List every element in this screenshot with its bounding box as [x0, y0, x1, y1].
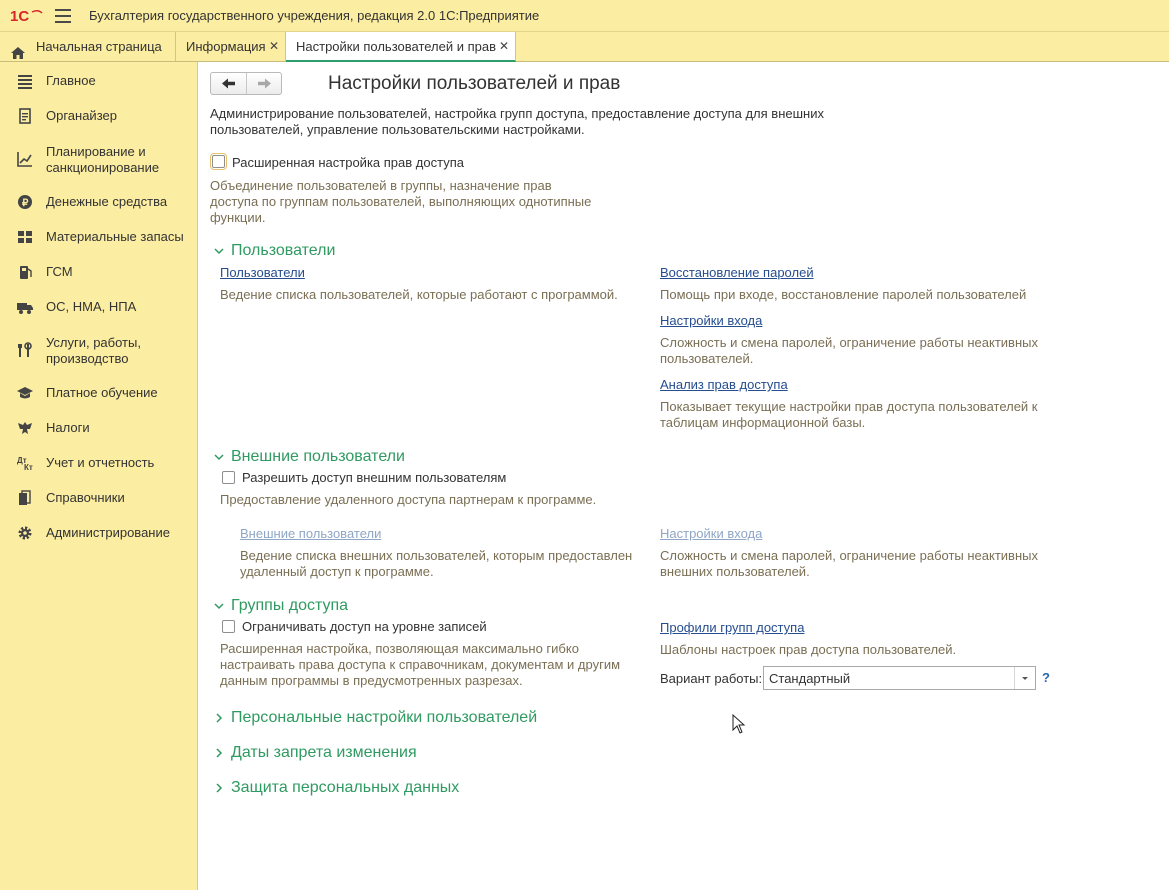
dropdown-button[interactable] — [1014, 667, 1035, 689]
extended-access-checkbox[interactable] — [212, 155, 225, 168]
sidebar-item-cash[interactable] — [0, 194, 197, 210]
password-recovery-link[interactable]: Восстановление паролей — [660, 265, 814, 280]
sidebar-item-label: ГСМ — [46, 264, 73, 279]
debit-credit-icon — [17, 455, 33, 471]
chevron-down-icon[interactable] — [214, 452, 224, 462]
sidebar-item-label: Справочники — [46, 490, 125, 505]
arrow-right-icon — [247, 73, 282, 94]
section-personal-settings-title[interactable]: Персональные настройки пользователей — [231, 709, 538, 726]
list-icon — [17, 73, 33, 89]
section-access-groups-title[interactable]: Группы доступа — [231, 597, 349, 614]
main-menu-icon[interactable] — [55, 9, 71, 23]
tab-home-label: Начальная страница — [36, 39, 162, 54]
tab-bar — [0, 32, 1169, 62]
sidebar-item-main[interactable] — [0, 73, 197, 89]
work-mode-select[interactable] — [763, 666, 1036, 690]
section-personal-data-protection-title[interactable]: Защита персональных данных — [231, 779, 460, 796]
fuel-icon — [17, 264, 33, 280]
mouse-cursor-icon — [732, 714, 746, 734]
svg-text:Дт: Дт — [17, 456, 27, 465]
restrict-records-label[interactable]: Ограничивать доступ на уровне записей — [242, 619, 487, 634]
external-login-settings-link[interactable]: Настройки входа — [660, 526, 763, 541]
sidebar-item-fuel[interactable] — [0, 264, 197, 280]
chevron-right-icon[interactable] — [214, 713, 224, 723]
external-users-link[interactable]: Внешние пользователи — [240, 526, 382, 541]
graduation-cap-icon — [17, 385, 33, 401]
chevron-down-icon[interactable] — [214, 246, 224, 256]
allow-external-checkbox[interactable] — [222, 471, 235, 484]
sidebar-item-inventory[interactable] — [0, 229, 197, 245]
sidebar-item-services[interactable] — [0, 334, 197, 368]
books-icon — [17, 490, 33, 506]
title-bar — [0, 0, 1169, 32]
sidebar-item-label: Услуги, работы, производство — [46, 335, 141, 366]
sidebar-item-label: Органайзер — [46, 108, 117, 123]
chevron-down-icon — [1015, 667, 1035, 689]
chart-icon — [17, 151, 33, 167]
sidebar-item-administration[interactable] — [0, 525, 197, 541]
tools-icon — [17, 342, 33, 358]
truck-icon — [17, 299, 33, 315]
sidebar-item-label: Планирование и санкционирование — [46, 144, 160, 175]
sidebar-item-label: Налоги — [46, 420, 90, 435]
extended-access-label[interactable]: Расширенная настройка прав доступа — [232, 155, 464, 170]
sidebar-item-references[interactable] — [0, 490, 197, 506]
sidebar-item-fixed-assets[interactable] — [0, 299, 197, 315]
forward-button[interactable] — [247, 73, 282, 94]
external-login-settings-description: Сложность и смена паролей, ограничение работы неактивных внешних пользователей. — [660, 548, 1038, 579]
svg-text:₽: ₽ — [22, 198, 29, 209]
coin-icon — [17, 194, 33, 210]
page-title: Настройки пользователей и прав — [328, 73, 621, 94]
sidebar-item-accounting[interactable] — [0, 455, 197, 471]
sidebar-item-label: Платное обучение — [46, 385, 158, 400]
app-title: Бухгалтерия государственного учреждения, редакция 2.0 1С:Предприятие — [89, 8, 540, 23]
arrow-left-icon — [211, 73, 246, 94]
password-recovery-description: Помощь при входе, восстановление паролей пользователей — [660, 287, 1027, 302]
section-users-title[interactable]: Пользователи — [231, 242, 336, 259]
sidebar-item-label: Учет и отчетность — [46, 455, 155, 470]
external-users-description: Ведение списка внешних пользователей, которым предоставлен удаленный доступ к программе. — [240, 548, 633, 579]
rights-analysis-description: Показывает текущие настройки прав доступа пользователей к таблицам информационной базы. — [660, 399, 1038, 430]
sidebar — [0, 62, 198, 890]
main-content — [198, 62, 1169, 890]
gear-icon — [17, 525, 33, 541]
close-icon[interactable]: ✕ — [499, 39, 510, 53]
svg-text:Кт: Кт — [24, 463, 33, 471]
access-group-profiles-link[interactable]: Профили групп доступа — [660, 620, 805, 635]
sidebar-item-taxes[interactable] — [0, 420, 197, 436]
sidebar-item-label: Главное — [46, 73, 96, 88]
tab-info[interactable] — [176, 32, 286, 61]
extended-access-description: Объединение пользователей в группы, назначение прав доступа по группам пользователей, выполняющих однотипные функции. — [210, 178, 592, 225]
close-icon[interactable]: ✕ — [269, 39, 280, 53]
tab-home[interactable] — [0, 32, 176, 61]
sidebar-item-paid-education[interactable] — [0, 385, 197, 401]
chevron-down-icon[interactable] — [214, 601, 224, 611]
login-settings-description: Сложность и смена паролей, ограничение работы неактивных пользователей. — [660, 335, 1038, 366]
back-button[interactable] — [211, 73, 247, 94]
page-intro: Администрирование пользователей, настройка групп доступа, предоставление доступа для внешних пользователей, управление пользовательскими настройками. — [210, 106, 824, 137]
sidebar-item-label: Администрирование — [46, 525, 170, 540]
restrict-records-description: Расширенная настройка, позволяющая максимально гибко настраивать права доступа к справочникам, документам и другим данным программы в предусмотренных разрезах. — [220, 641, 621, 688]
notepad-icon — [17, 108, 33, 124]
sidebar-item-label: ОС, НМА, НПА — [46, 299, 137, 314]
grid-icon — [17, 229, 33, 245]
help-icon[interactable]: ? — [1042, 670, 1050, 685]
tab-user-settings-label: Настройки пользователей и прав — [296, 39, 497, 54]
sidebar-item-label: Материальные запасы — [46, 229, 184, 244]
restrict-records-checkbox[interactable] — [222, 620, 235, 633]
chevron-right-icon[interactable] — [214, 783, 224, 793]
tab-user-settings[interactable] — [286, 32, 516, 62]
users-link[interactable]: Пользователи — [220, 265, 305, 280]
tab-info-label: Информация — [186, 39, 266, 54]
work-mode-label: Вариант работы: — [660, 671, 763, 686]
sidebar-item-label: Денежные средства — [46, 194, 168, 209]
eagle-icon — [17, 420, 33, 436]
access-group-profiles-description: Шаблоны настроек прав доступа пользователей. — [660, 642, 957, 657]
work-mode-value: Стандартный — [769, 671, 851, 686]
allow-external-label[interactable]: Разрешить доступ внешним пользователям — [242, 470, 507, 485]
svg-text:1С: 1С — [10, 8, 30, 25]
1c-logo — [10, 7, 44, 28]
login-settings-link[interactable]: Настройки входа — [660, 313, 763, 328]
nav-buttons — [210, 72, 282, 95]
sidebar-item-organizer[interactable] — [0, 108, 197, 124]
sidebar-item-planning[interactable] — [0, 143, 197, 177]
rights-analysis-link[interactable]: Анализ прав доступа — [660, 377, 788, 392]
section-change-prohibition-dates-title[interactable]: Даты запрета изменения — [231, 744, 417, 761]
chevron-right-icon[interactable] — [214, 748, 224, 758]
allow-external-description: Предоставление удаленного доступа партнерам к программе. — [220, 492, 597, 507]
section-external-users-title[interactable]: Внешние пользователи — [231, 448, 405, 465]
users-description: Ведение списка пользователей, которые работают с программой. — [220, 287, 618, 302]
